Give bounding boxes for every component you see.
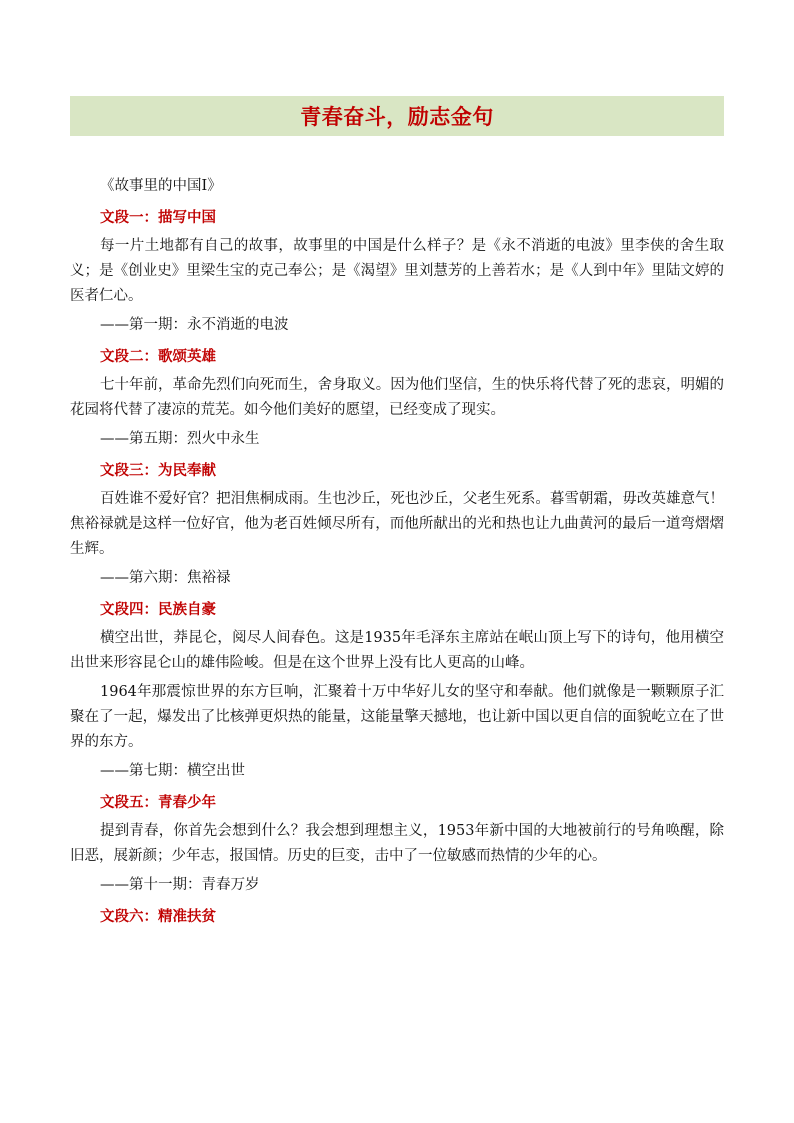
title-banner (70, 96, 724, 136)
section-paragraph: 每一片土地都有自己的故事，故事里的中国是什么样子？是《永不消逝的电波》里李侠的舍生取义；是《创业史》里梁生宝的克己奉公；是《渴望》里刘慧芳的上善若水；是《人到中年》里陆文婷的医者仁心。 (70, 238, 724, 304)
section-4 (70, 597, 724, 784)
section-2 (70, 344, 724, 452)
section-paragraph: 提到青春，你首先会想到什么？我会想到理想主义，1953年新中国的大地被前行的号角唤醒，除旧恶，展新颜；少年志，报国情。历史的巨变，击中了一位敏感而热情的少年的心。 (70, 823, 724, 864)
section-signature: ——第五期：烈火中永生 (100, 431, 260, 447)
section-heading: 文段四：民族自豪 (100, 601, 216, 618)
section-heading: 文段二：歌颂英雄 (100, 348, 216, 365)
section-1 (70, 205, 724, 338)
section-heading: 文段五：青春少年 (100, 794, 216, 811)
section-signature: ——第一期：永不消逝的电波 (100, 317, 289, 333)
section-paragraph: 百姓谁不爱好官？把泪焦桐成雨。生也沙丘，死也沙丘，父老生死系。暮雪朝霜，毋改英雄意气！焦裕禄就是这样一位好官，他为老百姓倾尽所有，而他所献出的光和热也让九曲黄河的最后一道弯熠熠生辉。 (70, 491, 724, 557)
section-heading: 文段三：为民奉献 (100, 462, 216, 479)
section-signature: ——第七期：横空出世 (100, 763, 245, 779)
page-title: 青春奋斗，励志金句 (300, 105, 494, 129)
document-body (70, 174, 724, 933)
section-6 (70, 904, 724, 929)
section-heading: 文段六：精准扶贫 (100, 908, 216, 925)
book-title: 《故事里的中国Ⅰ》 (100, 178, 222, 194)
section-heading: 文段一：描写中国 (100, 209, 216, 226)
section-paragraph: 横空出世，莽昆仑，阅尽人间春色。这是1935年毛泽东主席站在岷山顶上写下的诗句，他用横空出世来形容昆仑山的雄伟险峻。但是在这个世界上没有比人更高的山峰。 (70, 630, 724, 671)
section-paragraph: 1964年那震惊世界的东方巨响，汇聚着十万中华好儿女的坚守和奉献。他们就像是一颗颗原子汇聚在了一起，爆发出了比核弹更炽热的能量，这能量擎天撼地，也让新中国以更自信的面貌屹立在了世界的东方。 (70, 684, 724, 750)
section-signature: ——第六期：焦裕禄 (100, 570, 231, 586)
section-5 (70, 790, 724, 898)
section-signature: ——第十一期：青春万岁 (100, 877, 260, 893)
section-3 (70, 458, 724, 591)
section-paragraph: 七十年前，革命先烈们向死而生，舍身取义。因为他们坚信，生的快乐将代替了死的悲哀，明媚的花园将代替了凄凉的荒芜。如今他们美好的愿望，已经变成了现实。 (70, 377, 724, 418)
